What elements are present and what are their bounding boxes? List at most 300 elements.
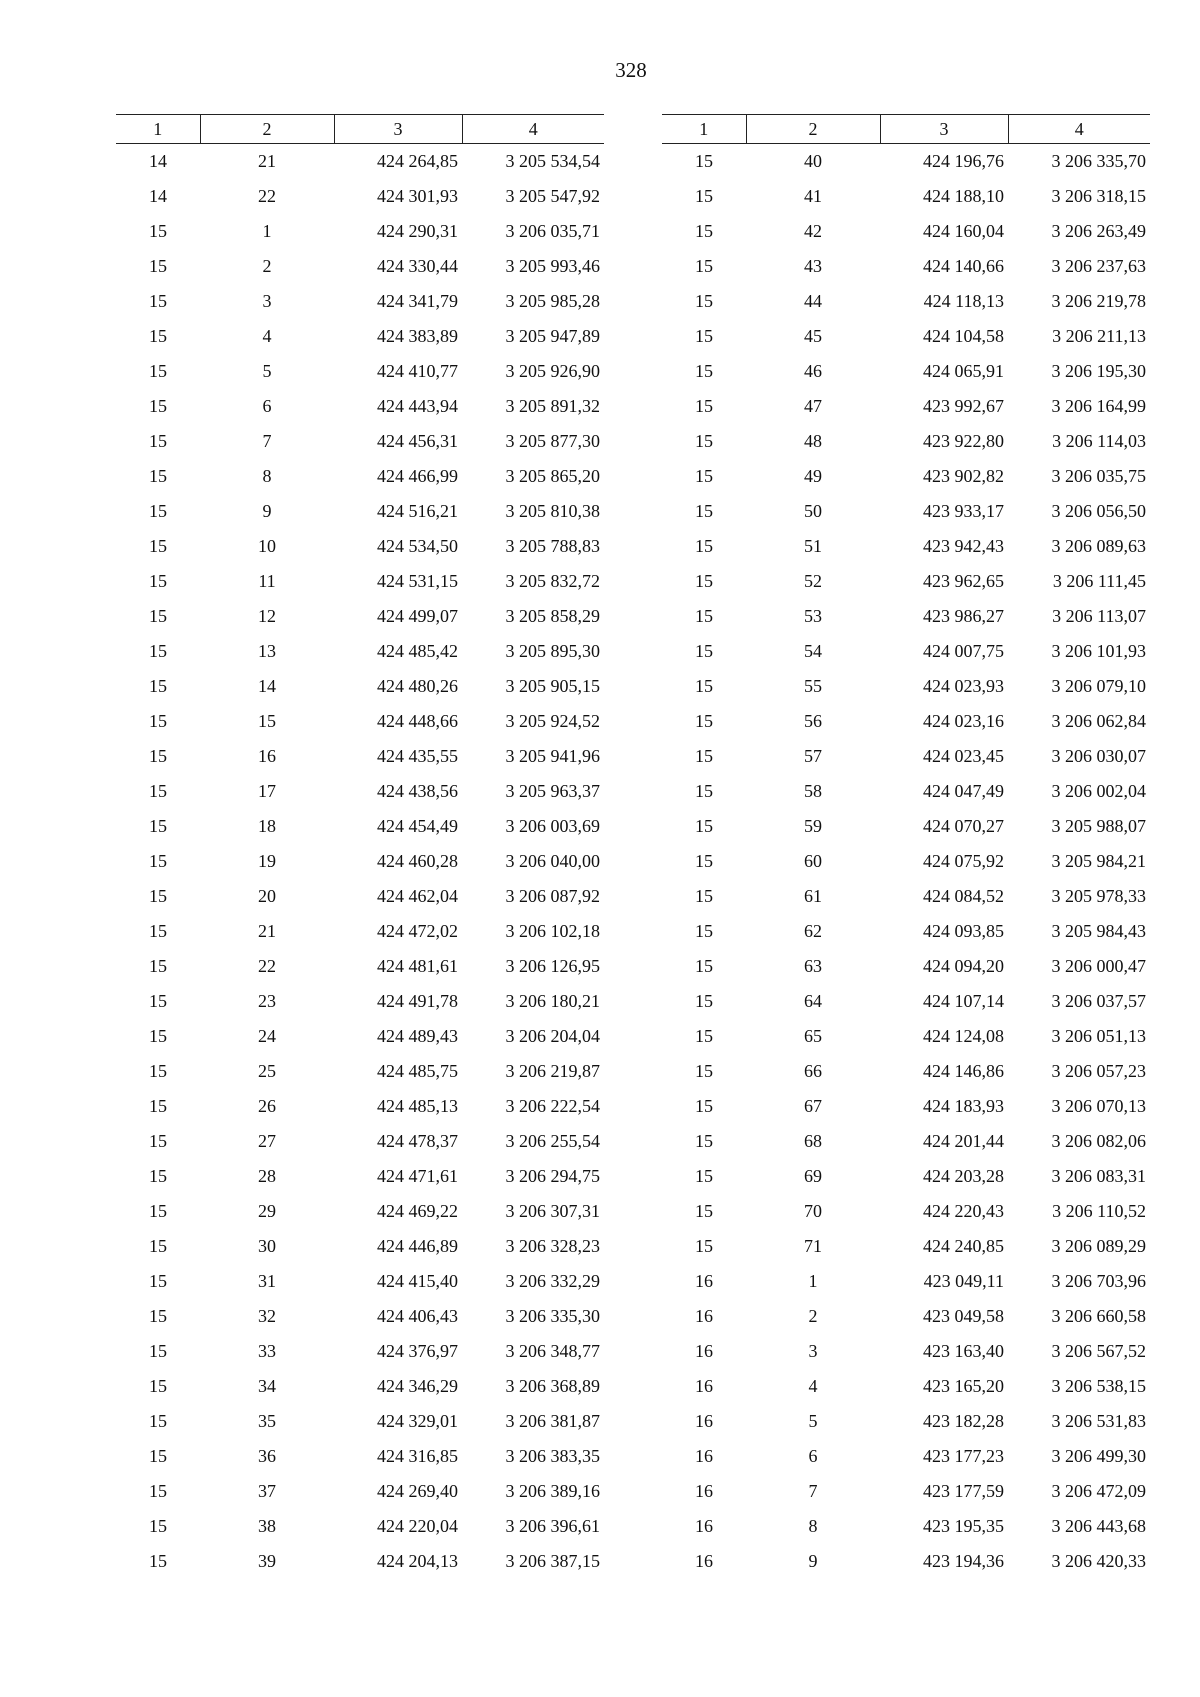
table-row [116, 354, 604, 389]
cell-x-coordinate: 424 220,04 [377, 1516, 458, 1536]
cell-y-coordinate: 3 205 984,43 [1051, 921, 1146, 941]
table-body [662, 144, 1150, 1580]
cell-point: 47 [804, 396, 822, 416]
cell-y-coordinate: 3 206 567,52 [1051, 1341, 1146, 1361]
cell-contour: 15 [149, 536, 167, 556]
cell-x-coordinate: 424 047,49 [923, 781, 1004, 801]
cell-x-coordinate: 424 023,93 [923, 676, 1004, 696]
cell-x-coordinate: 424 118,13 [923, 291, 1004, 311]
cell-contour: 15 [149, 886, 167, 906]
cell-x-coordinate: 423 182,28 [923, 1411, 1004, 1431]
cell-contour: 15 [149, 781, 167, 801]
table-row [662, 1229, 1150, 1264]
table-header-row [662, 115, 1150, 144]
cell-point: 7 [262, 431, 272, 451]
cell-x-coordinate: 424 093,85 [923, 921, 1004, 941]
cell-x-coordinate: 424 330,44 [377, 256, 458, 276]
cell-contour: 15 [149, 851, 167, 871]
table-row [662, 284, 1150, 319]
cell-x-coordinate: 423 177,23 [923, 1446, 1004, 1466]
cell-contour: 15 [149, 606, 167, 626]
cell-x-coordinate: 424 183,93 [923, 1096, 1004, 1116]
cell-y-coordinate: 3 206 003,69 [505, 816, 600, 836]
cell-contour: 15 [149, 326, 167, 346]
cell-y-coordinate: 3 206 396,61 [505, 1516, 600, 1536]
cell-contour: 16 [695, 1341, 713, 1361]
table-row [116, 179, 604, 214]
cell-x-coordinate: 423 163,40 [923, 1341, 1004, 1361]
cell-point: 22 [258, 956, 276, 976]
cell-y-coordinate: 3 206 332,29 [505, 1271, 600, 1291]
column-header-2: 2 [200, 115, 334, 144]
cell-contour: 15 [695, 291, 713, 311]
cell-y-coordinate: 3 206 389,16 [505, 1481, 600, 1501]
table-row [662, 1544, 1150, 1579]
cell-contour: 15 [149, 1481, 167, 1501]
table-row [116, 214, 604, 249]
column-header-1: 1 [116, 115, 200, 144]
cell-y-coordinate: 3 206 037,57 [1051, 991, 1146, 1011]
cell-y-coordinate: 3 206 089,63 [1051, 536, 1146, 556]
cell-contour: 16 [695, 1551, 713, 1571]
cell-contour: 15 [149, 361, 167, 381]
table-row [116, 984, 604, 1019]
column-header-3: 3 [880, 115, 1008, 144]
cell-contour: 15 [695, 501, 713, 521]
cell-contour: 15 [149, 221, 167, 241]
cell-y-coordinate: 3 206 110,52 [1052, 1201, 1146, 1221]
cell-point: 17 [258, 781, 276, 801]
table-row [116, 1509, 604, 1544]
cell-contour: 15 [149, 466, 167, 486]
cell-y-coordinate: 3 206 087,92 [505, 886, 600, 906]
cell-contour: 15 [149, 1306, 167, 1326]
table-row [662, 1194, 1150, 1229]
cell-x-coordinate: 424 203,28 [923, 1166, 1004, 1186]
cell-contour: 15 [149, 1166, 167, 1186]
cell-point: 51 [804, 536, 822, 556]
table-row [662, 774, 1150, 809]
cell-y-coordinate: 3 206 114,03 [1052, 431, 1146, 451]
table-row [662, 1124, 1150, 1159]
cell-contour: 15 [149, 956, 167, 976]
coordinates-table-right [662, 114, 1150, 1579]
cell-x-coordinate: 423 049,11 [923, 1271, 1004, 1291]
cell-x-coordinate: 424 007,75 [923, 641, 1004, 661]
cell-x-coordinate: 424 201,44 [923, 1131, 1004, 1151]
cell-y-coordinate: 3 206 070,13 [1051, 1096, 1146, 1116]
cell-contour: 15 [695, 746, 713, 766]
cell-x-coordinate: 424 406,43 [377, 1306, 458, 1326]
cell-x-coordinate: 424 023,16 [923, 711, 1004, 731]
cell-contour: 15 [695, 1166, 713, 1186]
table-row [662, 634, 1150, 669]
cell-y-coordinate: 3 206 660,58 [1051, 1306, 1146, 1326]
cell-y-coordinate: 3 206 082,06 [1051, 1131, 1146, 1151]
cell-x-coordinate: 424 516,21 [377, 501, 458, 521]
cell-x-coordinate: 424 456,31 [377, 431, 458, 451]
cell-x-coordinate: 424 065,91 [923, 361, 1004, 381]
table-row [662, 494, 1150, 529]
cell-y-coordinate: 3 206 307,31 [505, 1201, 600, 1221]
cell-contour: 15 [695, 326, 713, 346]
cell-point: 4 [808, 1376, 818, 1396]
table-row [662, 1509, 1150, 1544]
cell-x-coordinate: 424 480,26 [377, 676, 458, 696]
cell-point: 5 [808, 1411, 818, 1431]
cell-point: 34 [258, 1376, 276, 1396]
table-row [662, 949, 1150, 984]
cell-x-coordinate: 424 489,43 [377, 1026, 458, 1046]
cell-point: 37 [258, 1481, 276, 1501]
cell-x-coordinate: 424 462,04 [377, 886, 458, 906]
cell-contour: 15 [695, 396, 713, 416]
table-row [116, 1439, 604, 1474]
cell-y-coordinate: 3 206 000,47 [1051, 956, 1146, 976]
cell-contour: 15 [149, 991, 167, 1011]
cell-point: 14 [258, 676, 276, 696]
cell-x-coordinate: 423 933,17 [923, 501, 1004, 521]
cell-contour: 15 [695, 1236, 713, 1256]
table-row [116, 389, 604, 424]
cell-x-coordinate: 424 435,55 [377, 746, 458, 766]
table-row [662, 529, 1150, 564]
cell-point: 62 [804, 921, 822, 941]
table-body [116, 144, 604, 1580]
cell-x-coordinate: 424 481,61 [377, 956, 458, 976]
cell-contour: 16 [695, 1516, 713, 1536]
cell-point: 5 [262, 361, 272, 381]
table-row [662, 1299, 1150, 1334]
cell-contour: 15 [149, 1376, 167, 1396]
table-row [116, 809, 604, 844]
cell-y-coordinate: 3 206 538,15 [1051, 1376, 1146, 1396]
table-row [116, 634, 604, 669]
cell-x-coordinate: 424 301,93 [377, 186, 458, 206]
cell-point: 1 [262, 221, 272, 241]
cell-y-coordinate: 3 206 443,68 [1051, 1516, 1146, 1536]
cell-y-coordinate: 3 206 255,54 [505, 1131, 600, 1151]
cell-y-coordinate: 3 205 963,37 [505, 781, 600, 801]
cell-point: 27 [258, 1131, 276, 1151]
table-row [662, 1334, 1150, 1369]
table-row [662, 1089, 1150, 1124]
cell-contour: 15 [695, 781, 713, 801]
cell-x-coordinate: 424 240,85 [923, 1236, 1004, 1256]
cell-y-coordinate: 3 206 703,96 [1051, 1271, 1146, 1291]
cell-point: 46 [804, 361, 822, 381]
table-row [116, 774, 604, 809]
cell-y-coordinate: 3 206 035,71 [505, 221, 600, 241]
cell-contour: 15 [149, 396, 167, 416]
cell-x-coordinate: 424 478,37 [377, 1131, 458, 1151]
cell-contour: 15 [695, 991, 713, 1011]
cell-contour: 16 [695, 1376, 713, 1396]
cell-contour: 15 [149, 571, 167, 591]
cell-contour: 15 [695, 186, 713, 206]
cell-y-coordinate: 3 206 237,63 [1051, 256, 1146, 276]
table-row [116, 1194, 604, 1229]
cell-y-coordinate: 3 206 381,87 [505, 1411, 600, 1431]
cell-x-coordinate: 424 499,07 [377, 606, 458, 626]
cell-y-coordinate: 3 206 211,13 [1052, 326, 1146, 346]
cell-x-coordinate: 424 204,13 [377, 1551, 458, 1571]
cell-x-coordinate: 424 491,78 [377, 991, 458, 1011]
cell-point: 61 [804, 886, 822, 906]
cell-x-coordinate: 424 316,85 [377, 1446, 458, 1466]
cell-x-coordinate: 423 942,43 [923, 536, 1004, 556]
table-row [662, 809, 1150, 844]
cell-x-coordinate: 424 124,08 [923, 1026, 1004, 1046]
cell-y-coordinate: 3 206 335,70 [1051, 151, 1146, 171]
cell-contour: 16 [695, 1306, 713, 1326]
cell-y-coordinate: 3 205 984,21 [1051, 851, 1146, 871]
cell-point: 23 [258, 991, 276, 1011]
cell-y-coordinate: 3 206 111,45 [1052, 571, 1146, 591]
cell-point: 4 [262, 326, 272, 346]
cell-y-coordinate: 3 206 387,15 [505, 1551, 600, 1571]
cell-point: 30 [258, 1236, 276, 1256]
cell-y-coordinate: 3 206 002,04 [1051, 781, 1146, 801]
cell-y-coordinate: 3 206 040,00 [505, 851, 600, 871]
column-header-4: 4 [1008, 115, 1150, 144]
cell-y-coordinate: 3 206 328,23 [505, 1236, 600, 1256]
cell-point: 38 [258, 1516, 276, 1536]
cell-y-coordinate: 3 206 318,15 [1051, 186, 1146, 206]
cell-y-coordinate: 3 206 180,21 [505, 991, 600, 1011]
cell-point: 39 [258, 1551, 276, 1571]
cell-point: 2 [808, 1306, 818, 1326]
cell-y-coordinate: 3 206 294,75 [505, 1166, 600, 1186]
table-row [662, 1439, 1150, 1474]
cell-x-coordinate: 424 446,89 [377, 1236, 458, 1256]
cell-y-coordinate: 3 206 263,49 [1051, 221, 1146, 241]
cell-point: 50 [804, 501, 822, 521]
cell-contour: 15 [149, 711, 167, 731]
cell-point: 60 [804, 851, 822, 871]
table-row [116, 284, 604, 319]
table-row [662, 1264, 1150, 1299]
table-row [116, 1229, 604, 1264]
page-number: 328 [615, 58, 647, 82]
table-row [662, 914, 1150, 949]
cell-y-coordinate: 3 206 062,84 [1051, 711, 1146, 731]
cell-point: 53 [804, 606, 822, 626]
cell-x-coordinate: 424 466,99 [377, 466, 458, 486]
column-header-1: 1 [662, 115, 746, 144]
cell-contour: 16 [695, 1446, 713, 1466]
cell-contour: 16 [695, 1411, 713, 1431]
cell-point: 35 [258, 1411, 276, 1431]
cell-point: 15 [258, 711, 276, 731]
table-row [662, 1369, 1150, 1404]
cell-point: 2 [262, 256, 272, 276]
cell-contour: 14 [149, 151, 167, 171]
cell-y-coordinate: 3 205 810,38 [505, 501, 600, 521]
cell-point: 8 [808, 1516, 818, 1536]
cell-y-coordinate: 3 206 101,93 [1051, 641, 1146, 661]
cell-x-coordinate: 424 485,13 [377, 1096, 458, 1116]
table-row [116, 844, 604, 879]
cell-point: 69 [804, 1166, 822, 1186]
cell-y-coordinate: 3 206 051,13 [1051, 1026, 1146, 1046]
cell-point: 66 [804, 1061, 822, 1081]
cell-contour: 15 [695, 606, 713, 626]
cell-point: 18 [258, 816, 276, 836]
table-row [116, 1334, 604, 1369]
cell-y-coordinate: 3 205 891,32 [505, 396, 600, 416]
cell-y-coordinate: 3 205 947,89 [505, 326, 600, 346]
cell-y-coordinate: 3 206 472,09 [1051, 1481, 1146, 1501]
cell-point: 41 [804, 186, 822, 206]
table-row [662, 879, 1150, 914]
cell-contour: 15 [149, 1341, 167, 1361]
cell-point: 10 [258, 536, 276, 556]
cell-x-coordinate: 424 471,61 [377, 1166, 458, 1186]
table-row [116, 914, 604, 949]
cell-contour: 15 [695, 641, 713, 661]
cell-x-coordinate: 424 075,92 [923, 851, 1004, 871]
cell-x-coordinate: 424 160,04 [923, 221, 1004, 241]
cell-point: 57 [804, 746, 822, 766]
cell-x-coordinate: 424 485,75 [377, 1061, 458, 1081]
cell-point: 6 [262, 396, 272, 416]
cell-x-coordinate: 423 902,82 [923, 466, 1004, 486]
cell-contour: 15 [695, 571, 713, 591]
cell-x-coordinate: 424 094,20 [923, 956, 1004, 976]
cell-y-coordinate: 3 206 531,83 [1051, 1411, 1146, 1431]
cell-x-coordinate: 424 376,97 [377, 1341, 458, 1361]
cell-contour: 15 [149, 431, 167, 451]
column-header-3: 3 [334, 115, 462, 144]
cell-x-coordinate: 424 469,22 [377, 1201, 458, 1221]
cell-contour: 15 [695, 886, 713, 906]
cell-x-coordinate: 424 146,86 [923, 1061, 1004, 1081]
cell-y-coordinate: 3 206 368,89 [505, 1376, 600, 1396]
cell-y-coordinate: 3 206 219,87 [505, 1061, 600, 1081]
table-row [116, 739, 604, 774]
cell-y-coordinate: 3 205 993,46 [505, 256, 600, 276]
cell-y-coordinate: 3 206 102,18 [505, 921, 600, 941]
cell-contour: 15 [695, 711, 713, 731]
table-row [116, 494, 604, 529]
table-row [116, 1474, 604, 1509]
cell-contour: 15 [695, 921, 713, 941]
cell-contour: 15 [149, 816, 167, 836]
table-row [662, 179, 1150, 214]
cell-contour: 15 [695, 816, 713, 836]
cell-y-coordinate: 3 205 988,07 [1051, 816, 1146, 836]
table-row [116, 144, 604, 180]
cell-contour: 15 [695, 956, 713, 976]
cell-x-coordinate: 423 049,58 [923, 1306, 1004, 1326]
column-header-2: 2 [746, 115, 880, 144]
cell-contour: 15 [149, 676, 167, 696]
column-header-4: 4 [462, 115, 604, 144]
table-row [116, 1159, 604, 1194]
cell-contour: 15 [149, 746, 167, 766]
table-row [116, 1089, 604, 1124]
table-row [662, 249, 1150, 284]
cell-y-coordinate: 3 205 788,83 [505, 536, 600, 556]
cell-x-coordinate: 424 534,50 [377, 536, 458, 556]
cell-x-coordinate: 424 104,58 [923, 326, 1004, 346]
cell-contour: 15 [695, 536, 713, 556]
cell-contour: 15 [695, 256, 713, 276]
table-row [116, 1299, 604, 1334]
cell-x-coordinate: 424 531,15 [377, 571, 458, 591]
cell-y-coordinate: 3 206 348,77 [505, 1341, 600, 1361]
table-row [116, 669, 604, 704]
cell-x-coordinate: 424 188,10 [923, 186, 1004, 206]
cell-x-coordinate: 424 438,56 [377, 781, 458, 801]
cell-y-coordinate: 3 206 083,31 [1051, 1166, 1146, 1186]
cell-point: 63 [804, 956, 822, 976]
cell-y-coordinate: 3 206 219,78 [1051, 291, 1146, 311]
cell-x-coordinate: 424 070,27 [923, 816, 1004, 836]
cell-contour: 15 [149, 256, 167, 276]
cell-point: 20 [258, 886, 276, 906]
cell-contour: 15 [149, 1516, 167, 1536]
cell-x-coordinate: 423 195,35 [923, 1516, 1004, 1536]
cell-y-coordinate: 3 205 865,20 [505, 466, 600, 486]
cell-point: 7 [808, 1481, 818, 1501]
cell-point: 64 [804, 991, 822, 1011]
cell-contour: 14 [149, 186, 167, 206]
cell-point: 9 [808, 1551, 818, 1571]
cell-contour: 15 [149, 1096, 167, 1116]
cell-contour: 15 [695, 676, 713, 696]
cell-point: 8 [262, 466, 272, 486]
cell-contour: 15 [695, 221, 713, 241]
cell-x-coordinate: 424 023,45 [923, 746, 1004, 766]
table-row [662, 459, 1150, 494]
cell-contour: 16 [695, 1271, 713, 1291]
cell-contour: 15 [149, 1131, 167, 1151]
cell-y-coordinate: 3 206 383,35 [505, 1446, 600, 1466]
cell-point: 28 [258, 1166, 276, 1186]
cell-point: 9 [262, 501, 272, 521]
cell-x-coordinate: 424 454,49 [377, 816, 458, 836]
cell-point: 13 [258, 641, 276, 661]
cell-x-coordinate: 423 177,59 [923, 1481, 1004, 1501]
cell-point: 26 [258, 1096, 276, 1116]
coordinates-table-left [116, 114, 604, 1579]
cell-contour: 15 [149, 1411, 167, 1431]
cell-x-coordinate: 424 410,77 [377, 361, 458, 381]
table-row [662, 1054, 1150, 1089]
cell-contour: 15 [149, 291, 167, 311]
cell-contour: 15 [695, 1131, 713, 1151]
table-row [662, 389, 1150, 424]
cell-contour: 15 [149, 1201, 167, 1221]
cell-contour: 15 [149, 1061, 167, 1081]
cell-contour: 15 [149, 1271, 167, 1291]
cell-y-coordinate: 3 206 089,29 [1051, 1236, 1146, 1256]
table-row [116, 424, 604, 459]
cell-point: 22 [258, 186, 276, 206]
table-row [116, 1124, 604, 1159]
cell-contour: 15 [695, 1096, 713, 1116]
cell-point: 21 [258, 151, 276, 171]
cell-x-coordinate: 424 415,40 [377, 1271, 458, 1291]
cell-x-coordinate: 424 107,14 [923, 991, 1004, 1011]
cell-y-coordinate: 3 206 035,75 [1051, 466, 1146, 486]
cell-x-coordinate: 423 165,20 [923, 1376, 1004, 1396]
cell-y-coordinate: 3 206 126,95 [505, 956, 600, 976]
cell-contour: 15 [695, 1026, 713, 1046]
cell-y-coordinate: 3 205 905,15 [505, 676, 600, 696]
